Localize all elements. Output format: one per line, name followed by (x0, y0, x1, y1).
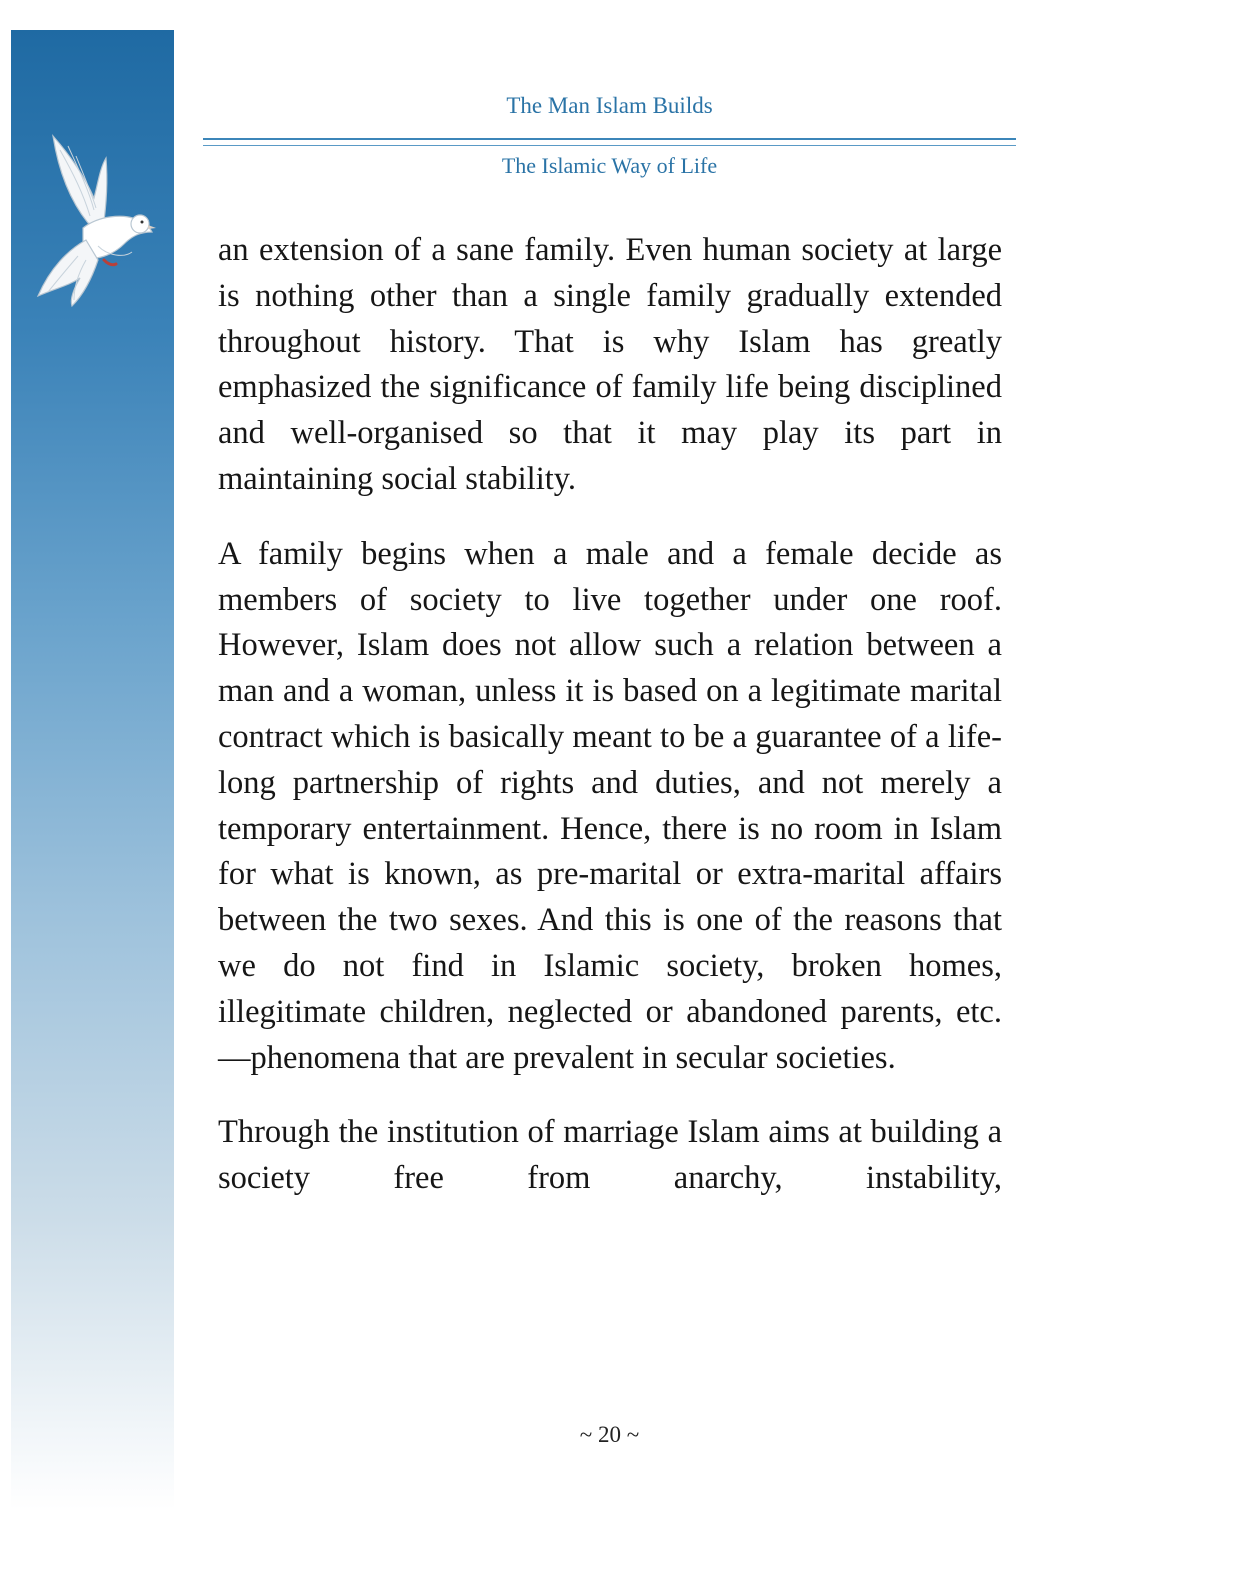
header-rule-thick (203, 138, 1016, 140)
paragraph-1: an extension of a sane family. Even human society at large is nothing other than a single family gradually extended throughout history. That is why Islam has greatly emphasized the significance of family life being disciplined and well-organised so that it may play its part in maintaining social stability. (218, 232, 1002, 497)
page-number: ~ 20 ~ (579, 1422, 640, 1447)
running-head-chapter-title: The Islamic Way of Life (501, 153, 718, 178)
body-text (218, 228, 1002, 1231)
paragraph-3: Through the institution of marriage Islam aims at building a society free from anarchy, instability, (218, 1114, 1002, 1197)
dove-icon (28, 128, 158, 308)
paragraph-2: A family begins when a male and a female decide as members of society to live together under one roof. However, Islam does not allow such a relation between a man and a woman, unless it is based on a legitimate marital contract which is basically meant to be a guarantee of a life-long partnership of rights and duties, and not merely a temporary entertainment. Hence, there is no room in Islam for what is known, as pre-marital or extra-marital affairs between the two sexes. And this is one of the reasons that we do not find in Islamic society, broken homes, illegitimate children, neglected or abandoned parents, etc.—phenomena that are prevalent in secular societies. (218, 535, 1002, 1076)
running-head-book-title: The Man Islam Builds (506, 93, 713, 118)
header-rule-thin (203, 145, 1016, 146)
